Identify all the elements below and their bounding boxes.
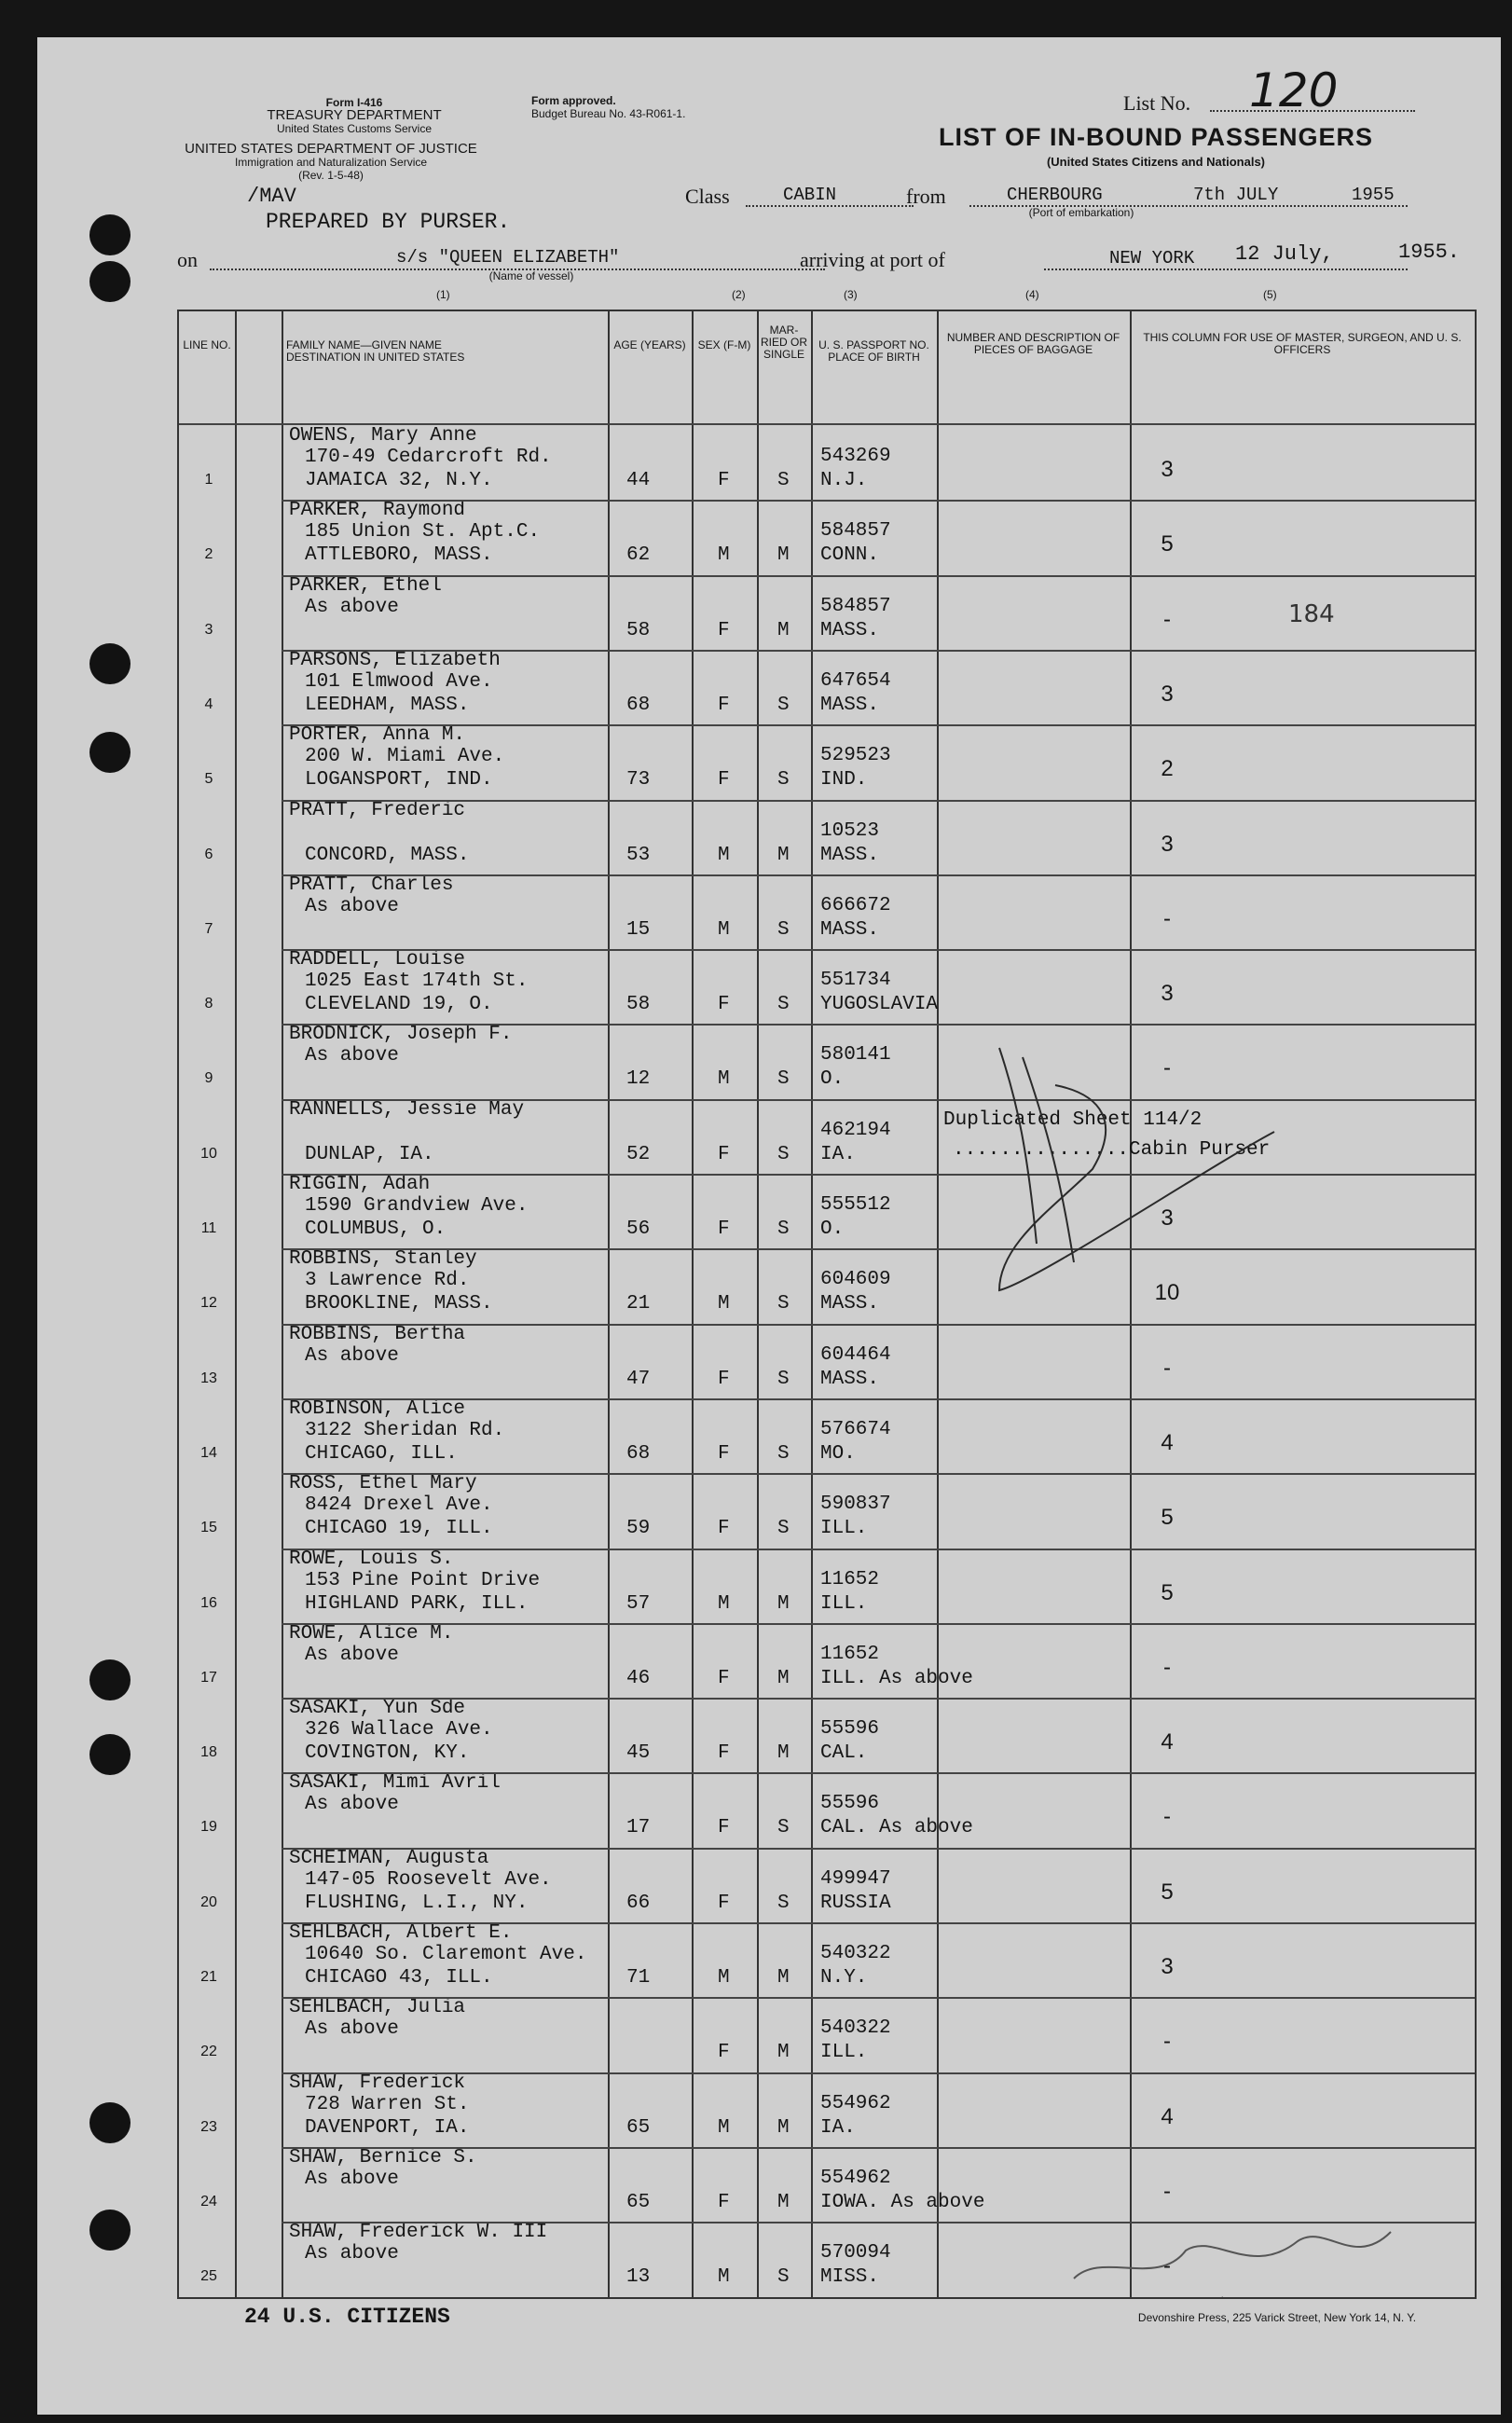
place-of-birth: ILL. (820, 1592, 868, 1615)
address-line: 153 Pine Point Drive (305, 1569, 541, 1591)
age-value: 47 (626, 1368, 651, 1390)
passenger-name: PARSONS, Elizabeth (289, 649, 501, 671)
destination-city: BROOKLINE, MASS. (305, 1293, 493, 1315)
sex-value: F (718, 1518, 730, 1540)
punch-hole (89, 214, 131, 255)
form-revision: (Rev. 1-5-48) (298, 169, 364, 182)
baggage-count: - (1163, 2178, 1171, 2204)
mav-ref: /MAV (247, 185, 296, 208)
passport-number: 10523 (820, 819, 880, 842)
passenger-name: ROBBINS, Stanley (289, 1248, 477, 1271)
age-value: 68 (626, 1442, 651, 1465)
baggage-count: - (1163, 905, 1171, 931)
punch-hole (89, 2102, 131, 2143)
marital-status: S (777, 1892, 790, 1914)
passport-number: 55596 (820, 1718, 880, 1741)
address-line: As above (305, 1794, 399, 1816)
class-value: CABIN (783, 185, 837, 205)
passport-number: 540322 (820, 2017, 891, 2040)
address-line: 3122 Sheridan Rd. (305, 1419, 505, 1441)
header-name: FAMILY NAME—GIVEN NAME DESTINATION IN UNITED STATES (286, 338, 465, 364)
passport-number: 554962 (820, 2092, 891, 2114)
marital-status: S (777, 1068, 790, 1091)
passport-number: 570094 (820, 2242, 891, 2265)
line-number: 14 (200, 1444, 217, 1461)
age-value: 12 (626, 1068, 651, 1091)
passport-number: 55596 (820, 1793, 880, 1815)
port-embarkation: CHERBOURG (1007, 185, 1103, 205)
address-line: 170-49 Cedarcroft Rd. (305, 447, 552, 468)
passport-number: 11652 (820, 1643, 880, 1665)
place-of-birth: ILL. As above (820, 1667, 973, 1689)
passenger-name: SHAW, Frederick W. III (289, 2222, 548, 2244)
col-number: (3) (844, 288, 858, 301)
address-line: 10640 So. Claremont Ave. (305, 1944, 587, 1965)
passenger-name: SHAW, Bernice S. (289, 2146, 477, 2168)
sex-value: F (718, 1368, 730, 1390)
marital-status: S (777, 918, 790, 941)
baggage-count: 3 (1161, 981, 1174, 1007)
passenger-name: OWENS, Mary Anne (289, 425, 477, 447)
baggage-count: - (1163, 1055, 1171, 1081)
baggage-count: 3 (1161, 1954, 1174, 1979)
place-of-birth: CAL. As above (820, 1817, 973, 1839)
sex-value: M (718, 1068, 730, 1091)
margin-number: 184 (1288, 600, 1335, 628)
passport-number: 499947 (820, 1867, 891, 1890)
passport-number: 604609 (820, 1269, 891, 1291)
header-age: AGE (YEARS) (613, 338, 686, 351)
sex-value: M (718, 544, 730, 567)
place-of-birth: CAL. (820, 1742, 868, 1765)
destination-city: HIGHLAND PARK, ILL. (305, 1592, 529, 1615)
sex-value: F (718, 694, 730, 716)
marital-status: M (777, 2116, 790, 2139)
line-number: 7 (204, 920, 213, 937)
baggage-count: 4 (1161, 2103, 1174, 2129)
passport-number: 584857 (820, 520, 891, 543)
place-of-birth: O. (820, 1218, 845, 1240)
sex-value: M (718, 2116, 730, 2139)
destination-city: CHICAGO 19, ILL. (305, 1518, 493, 1540)
sex-value: F (718, 1218, 730, 1240)
line-number: 11 (200, 1220, 217, 1236)
age-value: 73 (626, 769, 651, 792)
place-of-birth: IA. (820, 1143, 856, 1165)
marital-status: S (777, 1293, 790, 1315)
sex-value: F (718, 769, 730, 792)
citizens-total: 24 U.S. CITIZENS (244, 2305, 450, 2329)
address-line: 3 Lawrence Rd. (305, 1270, 470, 1292)
age-value: 53 (626, 844, 651, 866)
punch-hole (89, 1659, 131, 1700)
baggage-count: 4 (1161, 1429, 1174, 1455)
address-line: As above (305, 2243, 399, 2265)
punch-hole (89, 2210, 131, 2251)
header-married: MAR-RIED OR SINGLE (760, 324, 807, 361)
line-number: 2 (204, 546, 213, 563)
passport-number: 590837 (820, 1494, 891, 1516)
baggage-count: 3 (1161, 681, 1174, 707)
sex-value: F (718, 1742, 730, 1765)
dept-justice: UNITED STATES DEPARTMENT OF JUSTICE (185, 141, 477, 157)
passenger-name: RANNELLS, Jessie May (289, 1098, 525, 1121)
arrival-date: 12 July, (1235, 242, 1334, 266)
destination-city: CONCORD, MASS. (305, 844, 470, 866)
line-number: 9 (204, 1070, 213, 1087)
place-of-birth: N.Y. (820, 1967, 868, 1989)
line-number: 12 (200, 1295, 217, 1312)
list-no-label: List No. (1123, 91, 1191, 115)
sex-value: F (718, 994, 730, 1016)
age-value: 68 (626, 694, 651, 716)
marital-status: S (777, 1143, 790, 1165)
sex-value: F (718, 619, 730, 641)
marital-status: M (777, 2042, 790, 2064)
line-number: 16 (200, 1594, 217, 1611)
embark-date: 7th JULY (1193, 185, 1279, 205)
form-title: LIST OF IN-BOUND PASSENGERS (938, 123, 1374, 151)
baggage-count: 5 (1161, 531, 1174, 558)
marital-status: S (777, 1368, 790, 1390)
baggage-count: 5 (1161, 1879, 1174, 1905)
line-number: 22 (200, 2044, 217, 2060)
marital-status: M (777, 844, 790, 866)
age-value: 46 (626, 1667, 651, 1689)
col-number: (4) (1025, 288, 1039, 301)
vessel-caption: (Name of vessel) (488, 269, 574, 282)
address-line: As above (305, 1344, 399, 1367)
line-number: 24 (200, 2193, 217, 2210)
address-line: As above (305, 2168, 399, 2190)
header-officers: THIS COLUMN FOR USE OF MASTER, SURGEON, AND U. S. OFFICERS (1143, 331, 1462, 356)
address-line: 1590 Grandview Ave. (305, 1195, 529, 1217)
passport-number: 554962 (820, 2167, 891, 2189)
passenger-name: ROWE, Alice M. (289, 1622, 454, 1645)
sex-value: F (718, 2191, 730, 2213)
address-line: 1025 East 174th St. (305, 971, 529, 993)
address-line: As above (305, 895, 399, 917)
sex-value: F (718, 470, 730, 491)
passenger-name: RIGGIN, Adah (289, 1174, 431, 1195)
age-value: 15 (626, 918, 651, 941)
line-number: 13 (200, 1370, 217, 1386)
sex-value: M (718, 1293, 730, 1315)
passport-number: 540322 (820, 1943, 891, 1964)
sex-value: F (718, 1442, 730, 1465)
destination-city: DUNLAP, IA. (305, 1143, 434, 1165)
sex-value: M (718, 844, 730, 866)
line-number: 3 (204, 621, 213, 638)
destination-city: FLUSHING, L.I., NY. (305, 1892, 529, 1914)
age-value: 52 (626, 1143, 651, 1165)
place-of-birth: YUGOSLAVIA (820, 994, 939, 1016)
baggage-count: - (1163, 2253, 1171, 2279)
line-number: 17 (200, 1669, 217, 1686)
cabin-purser-note: ...............Cabin Purser (953, 1139, 1271, 1161)
manifest-sheet (37, 37, 1501, 2415)
passenger-name: BRODNICK, Joseph F. (289, 1024, 513, 1046)
address-line: As above (305, 1045, 399, 1067)
destination-city: DAVENPORT, IA. (305, 2116, 470, 2139)
baggage-count: - (1163, 1654, 1171, 1680)
immigration-service: Immigration and Naturalization Service (234, 156, 428, 169)
treasury-department: TREASURY DEPARTMENT (267, 107, 442, 123)
place-of-birth: MASS. (820, 844, 880, 866)
place-of-birth: IND. (820, 769, 868, 792)
age-value: 17 (626, 1817, 651, 1839)
passport-number: 11652 (820, 1568, 880, 1590)
marital-status: M (777, 1667, 790, 1689)
place-of-birth: O. (820, 1068, 845, 1091)
passport-number: 529523 (820, 745, 891, 767)
vessel-name: s/s "QUEEN ELIZABETH" (396, 247, 620, 268)
marital-status: S (777, 1218, 790, 1240)
col-number: (1) (436, 288, 450, 301)
destination-city: LOGANSPORT, IND. (305, 769, 493, 792)
marital-status: M (777, 544, 790, 567)
passenger-name: PARKER, Raymond (289, 500, 466, 522)
header-line-no: LINE NO. (183, 338, 231, 351)
class-label: Class (685, 185, 730, 208)
marital-status: S (777, 1442, 790, 1465)
baggage-count: 3 (1161, 457, 1174, 482)
destination-city: JAMAICA 32, N.Y. (305, 470, 493, 491)
passenger-name: ROWE, Louis S. (289, 1548, 454, 1570)
place-of-birth: MASS. (820, 619, 880, 641)
form-number: Form I-416 (325, 96, 383, 109)
place-of-birth: IA. (820, 2116, 856, 2139)
sex-value: M (718, 918, 730, 941)
sex-value: F (718, 1817, 730, 1839)
marital-status: S (777, 769, 790, 792)
signature-scrawl (179, 311, 1475, 2297)
marital-status: M (777, 1592, 790, 1615)
prepared-by: PREPARED BY PURSER. (266, 210, 511, 234)
age-value: 65 (626, 2191, 651, 2213)
age-value: 71 (626, 1967, 651, 1989)
sex-value: M (718, 1592, 730, 1615)
age-value: 62 (626, 544, 651, 567)
age-value: 58 (626, 619, 651, 641)
line-number: 8 (204, 996, 213, 1012)
line-number: 25 (200, 2268, 217, 2285)
passenger-name: PORTER, Anna M. (289, 724, 466, 747)
line-number: 5 (204, 771, 213, 788)
baggage-count: 2 (1161, 756, 1174, 782)
destination-city: CLEVELAND 19, O. (305, 994, 493, 1016)
punch-hole (89, 643, 131, 684)
place-of-birth: N.J. (820, 470, 868, 491)
col-number: (2) (732, 288, 746, 301)
baggage-count: 10 (1154, 1280, 1180, 1306)
customs-service: United States Customs Service (276, 122, 433, 135)
header-sex: SEX (F-M) (697, 338, 751, 351)
place-of-birth: MASS. (820, 1368, 880, 1390)
marital-status: S (777, 2266, 790, 2289)
marital-status: M (777, 1967, 790, 1989)
baggage-count: 5 (1161, 1505, 1174, 1531)
sex-value: F (718, 2042, 730, 2064)
address-line: 8424 Drexel Ave. (305, 1494, 493, 1517)
age-value: 66 (626, 1892, 651, 1914)
address-line: 147-05 Roosevelt Ave. (305, 1868, 552, 1891)
line-number: 10 (200, 1145, 217, 1162)
age-value: 13 (626, 2266, 651, 2289)
marital-status: S (777, 994, 790, 1016)
passport-number: 551734 (820, 970, 891, 992)
from-label: from (906, 185, 946, 208)
baggage-count: - (1163, 606, 1171, 632)
address-line: 185 Union St. Apt.C. (305, 521, 541, 544)
passenger-name: PARKER, Ethel (289, 574, 442, 597)
passport-number: 462194 (820, 1119, 891, 1141)
address-line: As above (305, 2018, 399, 2041)
passenger-name: RADDELL, Louise (289, 949, 466, 971)
baggage-count: - (1163, 1355, 1171, 1381)
marital-status: M (777, 1742, 790, 1765)
address-line: 101 Elmwood Ave. (305, 670, 493, 693)
address-line: As above (305, 596, 399, 618)
line-number: 23 (200, 2118, 217, 2135)
line-number: 19 (200, 1819, 217, 1836)
list-no-value: 120 (1249, 63, 1339, 117)
place-of-birth: MASS. (820, 918, 880, 941)
place-of-birth: ILL. (820, 1518, 868, 1540)
on-label: on (177, 248, 198, 271)
age-value: 57 (626, 1592, 651, 1615)
passport-number: 555512 (820, 1194, 891, 1216)
passenger-name: ROBBINS, Bertha (289, 1323, 466, 1345)
punch-hole (89, 1734, 131, 1775)
baggage-count: 4 (1161, 1729, 1174, 1755)
address-line: As above (305, 1644, 399, 1666)
sex-value: F (718, 1143, 730, 1165)
destination-city: CHICAGO 43, ILL. (305, 1967, 493, 1989)
line-number: 20 (200, 1893, 217, 1910)
marital-status: M (777, 2191, 790, 2213)
destination-city: LEEDHAM, MASS. (305, 694, 470, 716)
destination-city: COVINGTON, KY. (305, 1742, 470, 1765)
address-line: 200 W. Miami Ave. (305, 746, 505, 768)
place-of-birth: CONN. (820, 544, 880, 567)
line-number: 15 (200, 1520, 217, 1536)
form-subtitle: (United States Citizens and Nationals) (1046, 155, 1266, 169)
embark-year: 1955 (1352, 185, 1395, 205)
destination-city: COLUMBUS, O. (305, 1218, 447, 1240)
destination-city: CHICAGO, ILL. (305, 1442, 458, 1465)
passport-number: 543269 (820, 446, 891, 467)
col-number: (5) (1263, 288, 1277, 301)
baggage-count: - (1163, 1804, 1171, 1830)
place-of-birth: RUSSIA (820, 1892, 891, 1914)
age-value: 21 (626, 1293, 651, 1315)
passport-number: 576674 (820, 1418, 891, 1440)
line-number: 21 (200, 1969, 217, 1985)
marital-status: S (777, 470, 790, 491)
place-of-birth: MO. (820, 1442, 856, 1465)
line-number: 4 (204, 695, 213, 712)
sex-value: M (718, 2266, 730, 2289)
place-of-birth: MASS. (820, 1293, 880, 1315)
age-value: 44 (626, 470, 651, 491)
destination-city: ATTLEBORO, MASS. (305, 544, 493, 567)
passenger-name: ROBINSON, Alice (289, 1397, 466, 1420)
baggage-count: 3 (1161, 1205, 1174, 1231)
punch-hole (89, 261, 131, 302)
passport-number: 580141 (820, 1044, 891, 1067)
passenger-name: SHAW, Frederick (289, 2072, 466, 2094)
passport-number: 666672 (820, 894, 891, 916)
form-approved: Form approved. (531, 94, 616, 107)
age-value: 45 (626, 1742, 651, 1765)
passenger-name: PRATT, Frederic (289, 799, 466, 821)
sex-value: F (718, 1892, 730, 1914)
passenger-name: PRATT, Charles (289, 874, 454, 896)
passenger-name: ROSS, Ethel Mary (289, 1473, 477, 1495)
baggage-count: 3 (1161, 831, 1174, 857)
age-value: 56 (626, 1218, 651, 1240)
passport-number: 584857 (820, 595, 891, 617)
passport-number: 604464 (820, 1343, 891, 1366)
passport-number: 647654 (820, 669, 891, 692)
age-value: 65 (626, 2116, 651, 2139)
place-of-birth: ILL. (820, 2042, 868, 2064)
duplicated-note: Duplicated Sheet 114/2 (943, 1109, 1203, 1131)
header-baggage: NUMBER AND DESCRIPTION OF PIECES OF BAGGAGE (946, 331, 1120, 356)
passenger-name: SCHEIMAN, Augusta (289, 1847, 489, 1869)
address-line: 728 Warren St. (305, 2093, 470, 2115)
place-of-birth: MASS. (820, 694, 880, 716)
line-number: 18 (200, 1744, 217, 1761)
arriving-label: arriving at port of (800, 248, 945, 271)
sex-value: M (718, 1967, 730, 1989)
line-number: 6 (204, 846, 213, 862)
marital-status: S (777, 694, 790, 716)
address-line: 326 Wallace Ave. (305, 1719, 493, 1742)
passenger-table (177, 310, 1477, 2299)
place-of-birth: IOWA. As above (820, 2191, 985, 2213)
printer-imprint: Devonshire Press, 225 Varick Street, New York 14, N. Y. (1137, 2311, 1417, 2324)
passenger-name: SASAKI, Mimi Avril (289, 1772, 501, 1795)
age-value: 58 (626, 994, 651, 1016)
port-embarkation-caption: (Port of embarkation) (1028, 206, 1134, 219)
marital-status: S (777, 1518, 790, 1540)
line-number: 1 (204, 472, 213, 488)
sex-value: F (718, 1667, 730, 1689)
place-of-birth: MISS. (820, 2266, 880, 2289)
passenger-name: SASAKI, Yun Sde (289, 1698, 466, 1720)
budget-bureau: Budget Bureau No. 43-R061-1. (531, 107, 686, 120)
passenger-name: SEHLBACH, Julia (289, 1997, 466, 2019)
baggage-count: - (1163, 2029, 1171, 2055)
header-passport: U. S. PASSPORT NO. PLACE OF BIRTH (818, 338, 929, 364)
marital-status: M (777, 619, 790, 641)
marital-status: S (777, 1817, 790, 1839)
baggage-count: 5 (1161, 1579, 1174, 1605)
punch-hole (89, 732, 131, 773)
arrival-port: NEW YORK (1109, 248, 1195, 268)
passenger-name: SEHLBACH, Albert E. (289, 1922, 513, 1944)
arrival-year: 1955. (1398, 241, 1461, 264)
age-value: 59 (626, 1518, 651, 1540)
